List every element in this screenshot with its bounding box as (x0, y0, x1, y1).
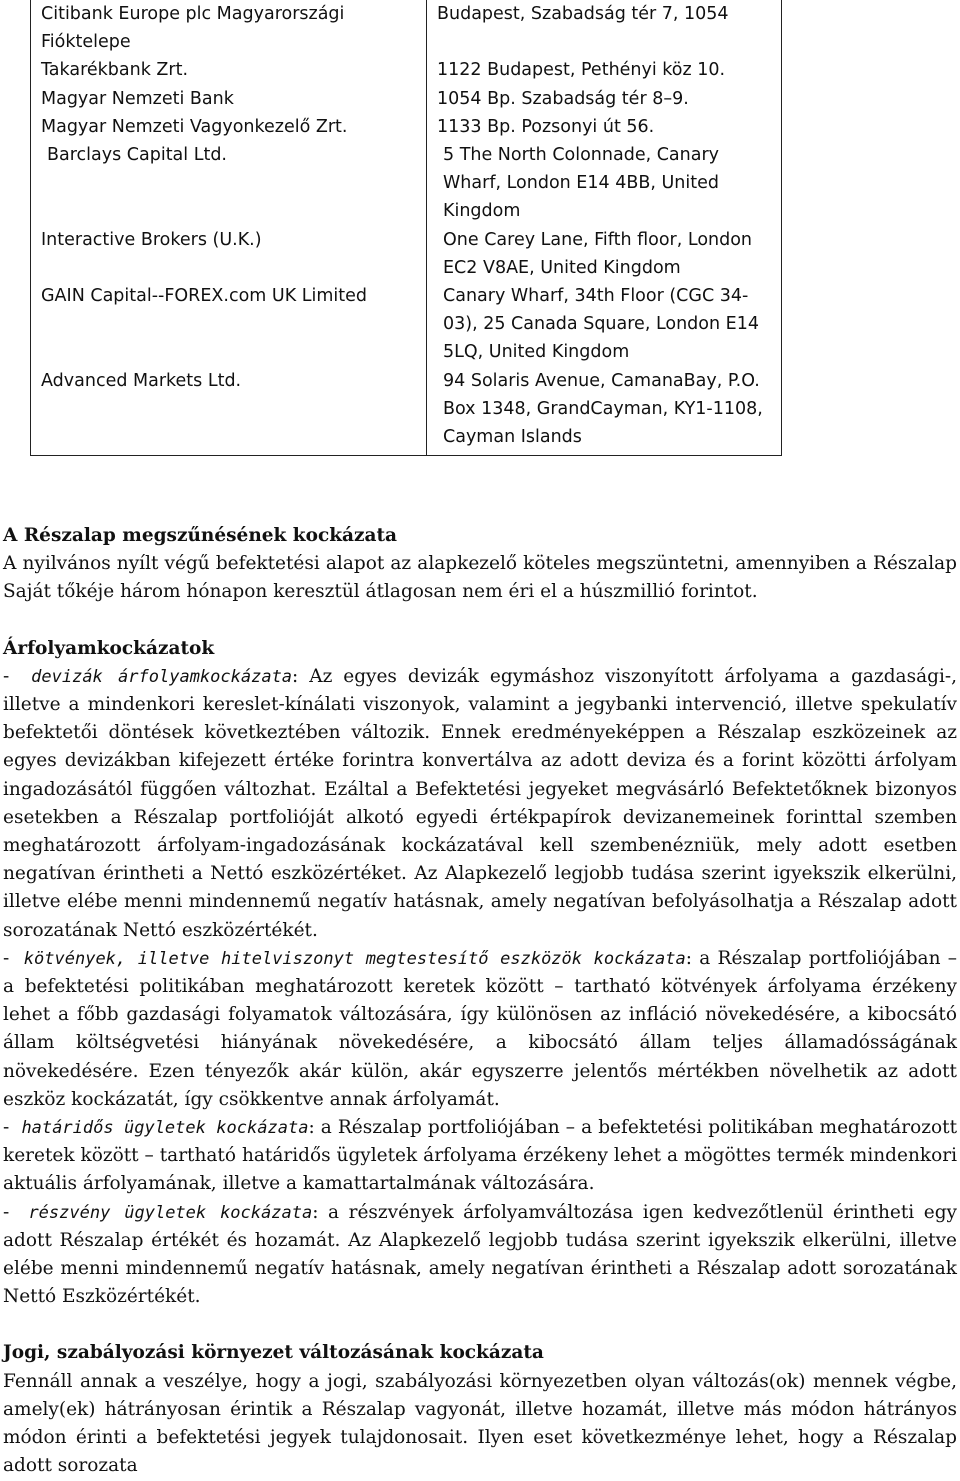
bank-address: One Carey Lane, Fifth floor, London EC2 V8AE, United Kingdom (427, 226, 782, 282)
risk-item (3, 1199, 957, 1312)
risk-text: : a Részalap portfoliójában – a befektetési politikában meghatározott keretek között – tartható kötvények árfolyama érzékeny lehet a főbb gazdasági folyamatok változására, így különösen az infláció növekedésére, a kibocsátó állam költségvetési hiányának növekedésére, a kibocsátó állam teljes államadósságának növekedésére. Ezen tényezők akár külön, akár egyszerre jelentős mértékben növelhetik az adott eszköz kockázatát, így csökkentve annak árfolyamát. (3, 947, 957, 1110)
heading-text: Részalap megszűnésének kockázata (23, 525, 398, 546)
bank-address: 1122 Budapest, Pethényi köz 10. (427, 56, 782, 84)
risk-text: : a Részalap portfoliójában – a befektetési politikában meghatározott keretek között – tartható határidős ügyletek árfolyama érzékeny lehet a mögöttes termék mindenkori aktuális árfolyamának, illetve a kamattartalmának változására. (3, 1117, 958, 1195)
section-heading: Jogi, szabályozási környezet változásának kockázata (3, 1342, 544, 1364)
risk-text: : Az egyes devizák egymáshoz viszonyított árfolyama a gazdasági-, illetve a mindenkori kereslet-kínálati viszonyok, valamint a jegybanki intervenció, illetve spekulatív befektetői döntések következtében változik. Ennek eredményeképpen a Részalap eszközeinek az egyes devizákban kifejezett értéke forintra konvertálva az adott deviza és a forint közötti árfolyam ingadozásától függően változhat. Ezáltal a Befektetési jegyeket megvásárló Befektetőknek bizonyos esetekben a Részalap portfolióját alkotó egyedi értékpapírok devizanemeinek forinttal szemben meghatározott árfolyam-ingadozásának kockázatával kell szembenézniük, mely adott esetben negatívan érintheti a Nettó eszközértéket. Az Alapkezelő legjobb tudása szerint igyekszik elkerülni, illetve elébe menni mindennemű negatív hatásnak, amely negatívan befolyásolhatja a Részalap adott sorozatának Nettó eszközértékét. (3, 665, 957, 941)
bank-name: Barclays Capital Ltd. (31, 141, 427, 226)
bank-address: 1054 Bp. Szabadság tér 8–9. (427, 85, 782, 113)
bank-name: Magyar Nemzeti Bank (31, 85, 427, 113)
dash: - (3, 1117, 10, 1139)
bank-name: GAIN Capital--FOREX.com UK Limited (31, 282, 427, 367)
bank-address: 5 The North Colonnade, Canary Wharf, London E14 4BB, United Kingdom (427, 141, 782, 226)
table-row (31, 56, 782, 84)
bank-address: Canary Wharf, 34th Floor (CGC 34-03), 25 Canada Square, London E14 5LQ, United Kingdom (427, 282, 782, 367)
section-heading (3, 522, 957, 550)
risk-term: részvény ügyletek kockázata (28, 1202, 313, 1223)
table-row (31, 141, 782, 226)
risk-item (3, 663, 957, 945)
table-row (31, 282, 782, 367)
bank-name: Advanced Markets Ltd. (31, 367, 427, 456)
section-heading: Árfolyamkockázatok (3, 637, 215, 659)
risk-text: : a részvények árfolyamváltozása igen kedvezőtlenül érintheti egy adott Részalap értékét és hozamát. Az Alapkezelő legjobb tudása szerint igyekszik elkerülni, illetve elébe menni mindennemű negatív hatásnak, amely negatívan érintheti a Részalap adott sorozatának Nettó Eszközértékét. (3, 1201, 958, 1308)
dash: - (3, 1201, 10, 1223)
bank-address-table (30, 0, 782, 456)
bank-address: 1133 Bp. Pozsonyi út 56. (427, 113, 782, 141)
dash: - (3, 947, 10, 969)
risk-term: kötvények, illetve hitelviszonyt megtestesítő eszközök kockázata (23, 948, 686, 969)
paragraph: Fennáll annak a veszélye, hogy a jogi, szabályozási környezetben olyan változás(ok) mennek végbe, amely(ek) hátrányosan érintik a Részalap vagyonát, illetve hozamát, illetve más módon hátrányos módon érinti a befektetési jegyek tulajdonosait. Ilyen eset következménye lehet, hogy a Részalap adott sorozata (3, 1370, 957, 1477)
table-row (31, 367, 782, 456)
bank-name: Takarékbank Zrt. (31, 56, 427, 84)
dash: - (3, 665, 10, 687)
bank-address: Budapest, Szabadság tér 7, 1054 (427, 0, 782, 56)
risk-term: határidős ügyletek kockázata (21, 1118, 309, 1139)
document-body (3, 522, 957, 1481)
risk-item (3, 945, 957, 1114)
bank-name: Citibank Europe plc Magyarországi Fióktelepe (31, 0, 427, 56)
bank-name: Interactive Brokers (U.K.) (31, 226, 427, 282)
bank-address: 94 Solaris Avenue, CamanaBay, P.O. Box 1348, GrandCayman, KY1-1108, Cayman Islands (427, 367, 782, 456)
table-row (31, 113, 782, 141)
bank-name: Magyar Nemzeti Vagyonkezelő Zrt. (31, 113, 427, 141)
paragraph: A nyilvános nyílt végű befektetési alapot az alapkezelő köteles megszüntetni, amennyiben a Részalap Saját tőkéje három hónapon keresztül átlagosan nem éri el a húszmillió forintot. (3, 553, 957, 603)
table-row (31, 226, 782, 282)
heading-prefix: A (3, 525, 18, 546)
table-row (31, 85, 782, 113)
risk-item (3, 1114, 957, 1199)
risk-term: devizák árfolyamkockázata (31, 666, 293, 687)
table-row (31, 0, 782, 56)
